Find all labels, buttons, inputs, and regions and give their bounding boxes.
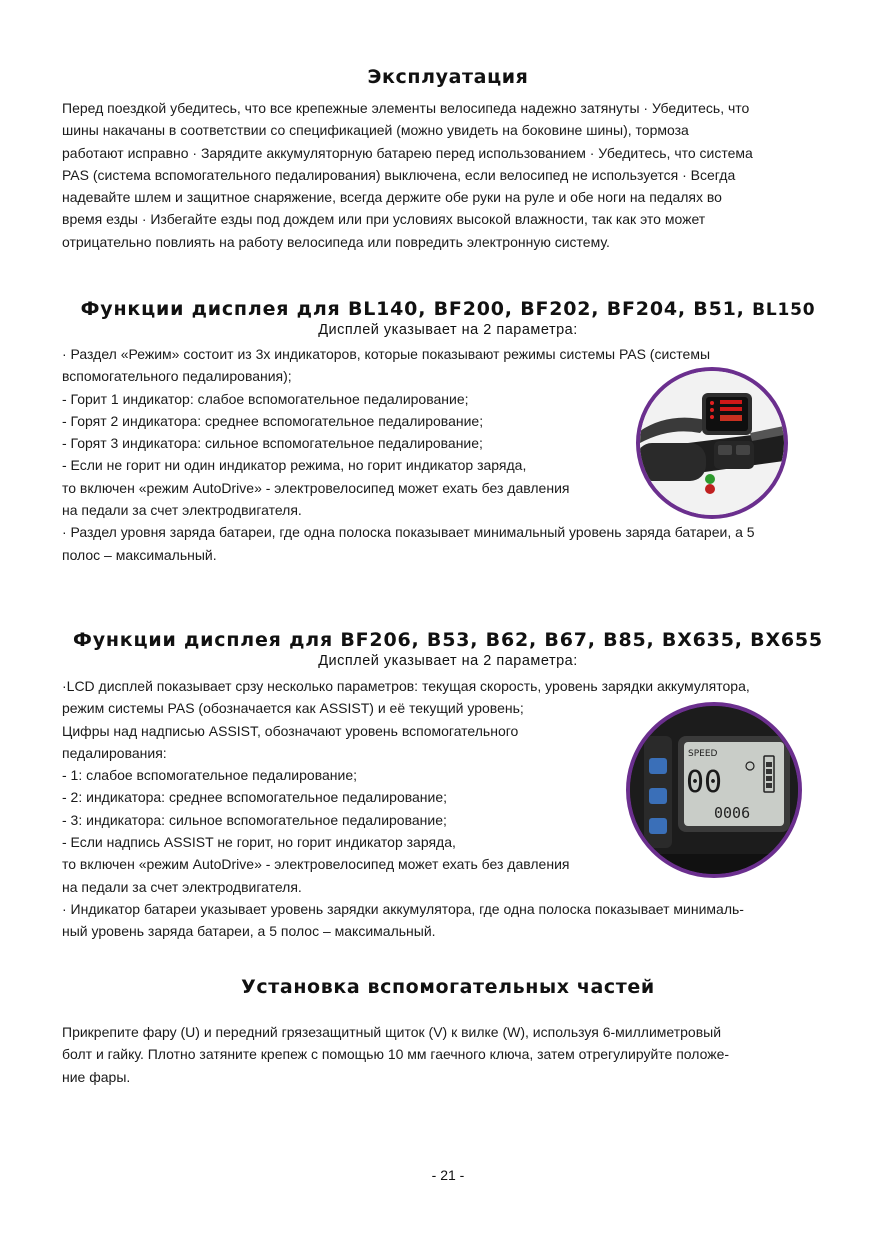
text-line: ·LCD дисплей показывает срзу несколько параметров: текущая скорость, уровень зарядки аккумулятора, <box>62 678 750 694</box>
text-line: - Если надпись ASSIST не горит, но горит индикатор заряда, <box>62 834 456 851</box>
handlebar-display-illustration <box>640 371 784 515</box>
text-line: на педали за счет электродвигателя. <box>62 502 302 519</box>
text-line: · Индикатор батареи указывает уровень зарядки аккумулятора, где одна полоска показывает минималь- <box>62 900 744 917</box>
text-line: вспомогательного педалирования); <box>62 368 292 385</box>
text-line: полос – максимальный. <box>62 546 217 563</box>
text-line: на педали за счет электродвигателя. <box>62 878 302 895</box>
lcd-display-image <box>626 702 802 878</box>
text-line: - Горят 2 индикатора: среднее вспомогательное педалирование; <box>62 412 484 429</box>
section-subtitle: Дисплей указывает на 2 параметра: <box>318 322 578 338</box>
text-line: ный уровень заряда батареи, а 5 полос – максимальный. <box>62 923 436 940</box>
text-line: Цифры над надписью ASSIST, обозначают уровень вспомогательного <box>62 722 519 739</box>
text-line: режим системы PAS (обозначается как ASSIST) и её текущий уровень; <box>62 700 524 717</box>
accessory-installation-paragraph <box>62 1021 842 1088</box>
text-line: PAS (система вспомогательного педалирования) выключена, если велосипед не используется · Всегда <box>62 166 736 183</box>
text-line: - Горит 1 индикатор: слабое вспомогательное педалирование; <box>62 390 469 407</box>
title-main: Функции дисплея для BL140, BF200, BF202, BF204, B51, <box>80 298 745 320</box>
text-line: - 1: слабое вспомогательное педалирование; <box>62 767 357 784</box>
text-line: · Раздел уровня заряда батареи, где одна полоска показывает минимальный уровень заряда батареи, а 5 <box>62 524 755 541</box>
text-line: - 2: индикатора: среднее вспомогательное педалирование; <box>62 789 448 806</box>
lcd-display-illustration <box>630 706 798 874</box>
text-line: Перед поездкой убедитесь, что все крепежные элементы велосипеда надежно затянуты · Убедитесь, что <box>62 100 750 116</box>
page-number: - 21 - <box>431 1167 465 1183</box>
text-line: отрицательно повлиять на работу велосипеда или повредить электронную систему. <box>62 233 610 250</box>
text-line: - Если не горит ни один индикатор режима, но горит индикатор заряда, <box>62 457 527 474</box>
text-line: - Горят 3 индикатора: сильное вспомогательное педалирование; <box>62 435 483 452</box>
text-line: ние фары. <box>62 1068 131 1085</box>
section-title-display-functions-1 <box>0 298 896 320</box>
text-line: то включен «режим AutoDrive» - электровелосипед может ехать без давления <box>62 856 570 873</box>
text-line: шины накачаны в соответствии со спецификацией (можно увидеть на боковине шины), тормоза <box>62 122 689 139</box>
text-line: Прикрепите фару (U) и передний грязезащитный щиток (V) к вилке (W), используя 6-миллиметровый <box>62 1024 722 1040</box>
operation-paragraph <box>62 97 842 253</box>
text-line: - 3: индикатора: сильное вспомогательное педалирование; <box>62 811 447 828</box>
text-line: педалирования: <box>62 744 167 761</box>
title-tail: BL150 <box>752 300 816 320</box>
lcd-odometer-value: 0006 <box>714 804 751 822</box>
text-line: · Раздел «Режим» состоит из 3х индикаторов, которые показывают режимы системы PAS (системы <box>62 346 711 362</box>
text-line: то включен «режим AutoDrive» - электровелосипед может ехать без давления <box>62 479 570 496</box>
text-line: болт и гайку. Плотно затяните крепеж с помощью 10 мм гаечного ключа, затем отрегулируйте положе- <box>62 1046 730 1063</box>
text-line: надевайте шлем и защитное снаряжение, всегда держите обе руки на руле и обе ноги на педалях во <box>62 189 722 206</box>
lcd-speed-value: 00 <box>686 765 723 800</box>
section-title-accessory-installation: Установка вспомогательных частей <box>241 976 655 998</box>
handlebar-display-image <box>636 367 788 519</box>
section-subtitle: Дисплей указывает на 2 параметра: <box>318 653 578 669</box>
lcd-speed-label: SPEED <box>688 749 718 759</box>
section-title-operation: Эксплуатация <box>367 66 529 88</box>
text-line: время езды · Избегайте езды под дождем или при условиях высокой влажности, так как это может <box>62 211 706 228</box>
section-title-display-functions-2: Функции дисплея для BF206, B53, B62, B67, B85, BX635, BX655 <box>73 629 823 651</box>
text-line: работают исправно · Зарядите аккумуляторную батарею перед использованием · Убедитесь, что система <box>62 144 753 161</box>
